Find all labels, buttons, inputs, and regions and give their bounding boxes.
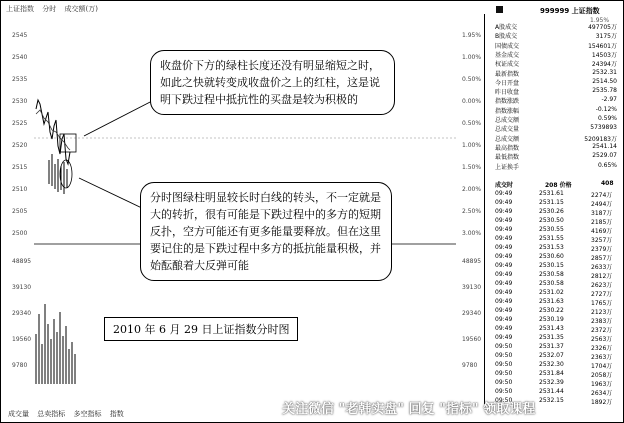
tick-cell: 2530.22 — [539, 307, 564, 314]
tick-cell: 2531.84 — [539, 370, 564, 377]
tick-header-col: 408 — [601, 180, 614, 187]
tick-cell: 2531.44 — [539, 388, 564, 395]
tick-header-col: 208 价格 — [545, 182, 572, 189]
stat-row — [495, 143, 617, 151]
stat-value: 5739893 — [590, 124, 617, 132]
tick-cell: 2123万 — [591, 309, 613, 316]
y-axis-label: 2520 — [12, 142, 28, 149]
stat-row — [495, 59, 617, 67]
tick-row — [495, 307, 617, 314]
tick-row — [495, 370, 617, 377]
volume-axis-label: 9780 — [462, 362, 478, 369]
tick-row — [495, 190, 617, 197]
tick-row — [495, 316, 617, 323]
tick-cell: 1892万 — [591, 399, 613, 406]
volume-axis-label: 29340 — [462, 310, 482, 317]
indicator-tab[interactable]: 多空指标 — [73, 410, 102, 418]
stat-value: 3175万 — [595, 33, 617, 41]
y-axis-label: 2505 — [12, 208, 28, 215]
tick-cell: 3257万 — [591, 237, 613, 244]
tick-cell: 2623万 — [591, 282, 613, 289]
tick-cell: 2530.55 — [539, 226, 564, 233]
tick-cell: 09:49 — [495, 208, 513, 215]
tick-cell: 2326万 — [591, 345, 613, 352]
stat-label: 国债成交 — [495, 42, 520, 50]
volume-axis-label: 29340 — [12, 310, 32, 317]
tick-row — [495, 262, 617, 269]
tick-cell: 09:49 — [495, 226, 513, 233]
volume-axis-label: 48895 — [462, 258, 482, 265]
tick-row — [495, 289, 617, 296]
stat-label: 总成交量 — [495, 126, 520, 134]
stat-label: 上证换手 — [495, 163, 520, 171]
stat-value: -0.12% — [595, 105, 617, 113]
stat-row — [495, 31, 617, 39]
tick-row — [495, 280, 617, 287]
stat-value: -2.97 — [601, 96, 617, 104]
quote-header — [490, 5, 622, 24]
tick-cell: 2634万 — [591, 390, 613, 397]
stat-row — [495, 87, 617, 95]
callout-line-2 — [79, 178, 146, 210]
tick-row — [495, 217, 617, 224]
tick-cell: 2531.61 — [539, 190, 564, 197]
stat-value: 2535.78 — [592, 87, 617, 95]
tick-cell: 1704万 — [591, 363, 613, 370]
tick-cell: 2563万 — [591, 336, 613, 343]
chart-caption: 2010 年 6 月 29 日上证指数分时图 — [104, 317, 298, 341]
pct-axis-label: 1.95% — [462, 32, 482, 39]
tick-row — [495, 343, 617, 350]
tick-row — [495, 379, 617, 386]
stat-label: 指数涨跌 — [495, 98, 520, 106]
tick-cell: 2531.53 — [539, 244, 564, 251]
stat-value: 0.65% — [597, 161, 617, 169]
y-axis-label: 2510 — [12, 186, 28, 193]
tick-cell: 2530.19 — [539, 316, 564, 323]
tick-header-col: 成交时 — [495, 182, 514, 189]
tick-row — [495, 199, 617, 206]
y-axis-label: 2530 — [12, 98, 28, 105]
tick-cell: 2633万 — [591, 264, 613, 271]
pct-axis-label: 0.50% — [462, 120, 482, 127]
tick-cell: 2383万 — [591, 318, 613, 325]
stat-row — [495, 22, 617, 30]
highlight-ellipse — [60, 160, 72, 188]
topbar-item[interactable]: 上证指数 — [6, 5, 34, 13]
stat-row — [495, 69, 617, 77]
pct-axis-label: 1.00% — [462, 54, 482, 61]
tick-cell: 1963万 — [591, 381, 613, 388]
tick-cell: 09:49 — [495, 334, 513, 341]
tick-row — [495, 361, 617, 368]
tick-row — [495, 244, 617, 251]
tick-cell: 09:49 — [495, 271, 513, 278]
tick-cell: 2530.26 — [539, 208, 564, 215]
tick-cell: 09:49 — [495, 253, 513, 260]
topbar-item[interactable]: 成交额(万) — [64, 5, 98, 13]
y-axis-label: 2540 — [12, 54, 28, 61]
tick-cell: 2857万 — [591, 255, 613, 262]
stat-label: 最新指数 — [495, 70, 520, 78]
tick-cell: 2532.07 — [539, 352, 564, 359]
volume-axis-label: 19560 — [462, 336, 482, 343]
annotation-bubble-1: 收盘价下方的绿柱长度还没有明显缩短之时，如此之快就转变成收盘价之上的红柱，这是说明下跌过程中抵抗性的买盘是较为积极的 — [150, 50, 395, 115]
tick-cell: 2185万 — [591, 219, 613, 226]
tick-cell: 3187万 — [591, 210, 613, 217]
tick-row — [495, 271, 617, 278]
tick-cell: 09:49 — [495, 298, 513, 305]
tick-cell: 2530.50 — [539, 217, 564, 224]
indicator-tab[interactable]: 总卖指标 — [37, 410, 66, 418]
tick-cell: 2494万 — [591, 201, 613, 208]
tick-cell: 09:50 — [495, 361, 513, 368]
quote-title: 999999 上证指数 — [540, 7, 600, 15]
tick-cell: 09:49 — [495, 316, 513, 323]
stat-value: 2532.31 — [592, 68, 617, 76]
stat-label: B股成交 — [495, 33, 518, 41]
watermark-text: 关注微信 "老韩实盘" 回复 "指标" 领取课程 — [282, 402, 536, 417]
chart-topbar — [6, 4, 104, 14]
tick-cell: 1765万 — [591, 300, 613, 307]
tick-cell: 09:49 — [495, 190, 513, 197]
tick-cell: 2531.55 — [539, 235, 564, 242]
stat-row — [495, 50, 617, 58]
pct-axis-label: 1.00% — [462, 142, 482, 149]
quote-sub: 1.95% — [590, 17, 610, 24]
stat-value: 14503万 — [591, 51, 617, 59]
tick-cell: 2532.39 — [539, 379, 564, 386]
stat-label: 指数涨幅 — [495, 107, 520, 115]
stat-row — [495, 115, 617, 123]
stat-label: 今日开盘 — [495, 79, 520, 87]
tick-cell: 09:49 — [495, 217, 513, 224]
volume-axis-label: 39130 — [12, 284, 32, 291]
tick-cell: 2531.63 — [539, 298, 564, 305]
stat-row — [495, 152, 617, 160]
pct-axis-label: 1.50% — [462, 164, 482, 171]
tick-row — [495, 208, 617, 215]
tick-row — [495, 325, 617, 332]
y-axis-label: 2535 — [12, 76, 28, 83]
stat-value: 24394万 — [591, 61, 617, 69]
volume-axis-label: 9780 — [12, 362, 28, 369]
topbar-item[interactable]: 分时 — [42, 5, 57, 13]
tick-row — [495, 253, 617, 260]
y-axis-label: 2500 — [12, 230, 28, 237]
tick-row — [495, 334, 617, 341]
stat-value: 497705万 — [588, 24, 617, 31]
stat-value: 5209183万 — [584, 135, 617, 143]
tick-cell: 09:49 — [495, 280, 513, 287]
stat-row — [495, 96, 617, 104]
tick-cell: 09:49 — [495, 325, 513, 332]
stat-row — [495, 134, 617, 142]
tick-cell: 2532.30 — [539, 361, 564, 368]
tick-cell: 09:50 — [495, 370, 513, 377]
y-axis-label: 2525 — [12, 120, 28, 127]
stat-row — [495, 41, 617, 49]
annotation-bubble-2: 分时图绿柱明显较长时白线的转头，不一定就是大的转折，很有可能是下跌过程中的多方的短期反扑，空方可能还有更多能量要释放。但在这里要记住的是下跌过程中多方的抵抗能量积极，并始酝酿着大反弹可能 — [140, 182, 392, 281]
tick-cell: 09:50 — [495, 379, 513, 386]
index-white-line — [36, 100, 70, 164]
tick-cell: 2531.02 — [539, 289, 564, 296]
tick-row — [495, 388, 617, 395]
stat-value: 2541.14 — [592, 142, 617, 150]
indicator-tab[interactable]: 成交量 — [8, 410, 29, 418]
tick-cell: 2530.58 — [539, 280, 564, 287]
pct-axis-label: 0.00% — [462, 98, 482, 105]
volume-axis-label: 48895 — [12, 258, 32, 265]
tick-cell: 2531.15 — [539, 199, 564, 206]
tick-cell: 09:49 — [495, 262, 513, 269]
tick-cell: 09:49 — [495, 289, 513, 296]
tick-cell: 2531.35 — [539, 334, 564, 341]
pct-axis-label: 3.00% — [462, 230, 482, 237]
tick-row — [495, 226, 617, 233]
tick-cell: 09:50 — [495, 343, 513, 350]
pct-axis-label: 2.00% — [462, 186, 482, 193]
index-square-icon — [496, 6, 503, 13]
tick-cell: 2530.58 — [539, 271, 564, 278]
callout-line-1 — [84, 99, 156, 136]
stat-value: 0.59% — [597, 115, 617, 122]
stat-row — [495, 106, 617, 114]
pct-axis-label: 0.50% — [462, 76, 482, 83]
stat-value: 154601万 — [588, 42, 617, 50]
stat-label: 总成交额 — [495, 117, 520, 124]
stat-label: 昨日收盘 — [495, 89, 520, 97]
indicator-tab[interactable]: 指数 — [109, 410, 124, 418]
tick-cell: 2531.43 — [539, 325, 564, 332]
tick-cell: 2058万 — [591, 372, 613, 379]
stat-label: 总成交额 — [495, 135, 520, 143]
stat-row — [495, 78, 617, 86]
stat-label: A股成交 — [495, 24, 518, 31]
stat-label: 基金成交 — [495, 51, 520, 59]
tick-cell: 09:49 — [495, 235, 513, 242]
stat-value: 2529.07 — [592, 152, 617, 160]
tick-cell: 4169万 — [591, 228, 613, 235]
tick-cell: 09:50 — [495, 397, 513, 404]
tick-cell: 2531.37 — [539, 343, 564, 350]
stat-label: 最高指数 — [495, 144, 520, 152]
y-axis-label: 2515 — [12, 164, 28, 171]
tick-row — [495, 235, 617, 242]
stat-row — [495, 162, 617, 170]
tick-cell: 2530.60 — [539, 253, 564, 260]
volume-axis-label: 39130 — [462, 284, 482, 291]
pct-axis-label: 2.50% — [462, 208, 482, 215]
tick-row — [495, 298, 617, 305]
tick-cell: 2812万 — [591, 273, 613, 280]
tick-cell: 2379万 — [591, 246, 613, 253]
stat-label: 权证成交 — [495, 61, 520, 69]
tick-cell: 09:49 — [495, 199, 513, 206]
tick-cell: 2532.15 — [539, 397, 564, 404]
stat-value: 2514.50 — [592, 77, 617, 85]
tick-cell: 2372万 — [591, 327, 613, 334]
stat-row — [495, 124, 617, 132]
tick-cell: 2727万 — [591, 291, 613, 298]
quote-panel — [490, 0, 622, 421]
tick-cell: 2363万 — [591, 354, 613, 361]
tick-row — [495, 352, 617, 359]
tick-cell: 2274万 — [591, 192, 613, 199]
stat-label: 最低指数 — [495, 154, 520, 162]
tick-cell: 09:49 — [495, 244, 513, 251]
volume-axis-label: 19560 — [12, 336, 32, 343]
tick-cell: 2530.15 — [539, 262, 564, 269]
indicator-tabs — [8, 409, 130, 419]
tick-cell: 09:49 — [495, 307, 513, 314]
y-axis-label: 2545 — [12, 32, 28, 39]
tick-cell: 09:50 — [495, 388, 513, 395]
tick-cell: 09:50 — [495, 352, 513, 359]
